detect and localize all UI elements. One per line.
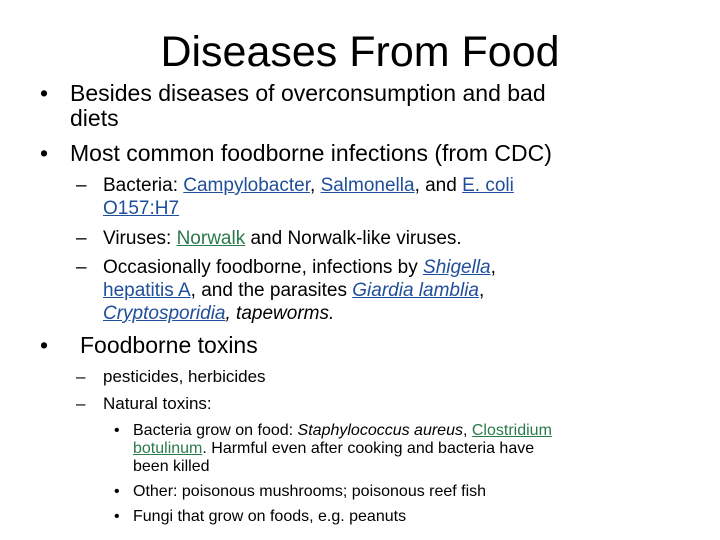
link-campylobacter[interactable]: Campylobacter xyxy=(183,175,310,196)
bullet-mark: • xyxy=(40,140,49,166)
dash-mark: – xyxy=(76,228,87,249)
bullet-mark: • xyxy=(40,80,49,106)
dash-mark: – xyxy=(76,367,86,386)
sub-bacteria-grow-prefix: Bacteria grow on food: xyxy=(133,422,298,439)
sub-occasionally-prefix: Occasionally foodborne, infections by xyxy=(103,257,424,278)
bullet-mark: • xyxy=(114,422,120,439)
sub-bacteria-grow-line3: been killed xyxy=(133,458,210,475)
slide-title: Diseases From Food xyxy=(160,28,560,76)
sub-bacteria-prefix: Bacteria: xyxy=(103,175,184,196)
sub-bacteria-line2 xyxy=(103,199,179,218)
sub-fungi: Fungi that grow on foods, e.g. peanuts xyxy=(133,508,407,525)
link-e-coli[interactable]: E. coli xyxy=(462,175,514,196)
staphylococcus-text: Staphylococcus aureus xyxy=(297,422,463,439)
sub-natural-toxins: Natural toxins: xyxy=(103,394,212,413)
link-cryptosporidia[interactable]: Cryptosporidia xyxy=(103,303,226,324)
sub-viruses-prefix: Viruses: xyxy=(103,228,177,249)
sub-viruses xyxy=(103,229,462,248)
link-e-coli-strain[interactable]: O157:H7 xyxy=(103,198,180,219)
bullet-mark: • xyxy=(114,483,120,500)
bullet-besides-line2: diets xyxy=(70,105,119,131)
separator: , xyxy=(310,175,321,196)
sub-bacteria-grow-suffix: . Harmful even after cooking and bacteria have xyxy=(202,440,535,457)
bullet-common-infections: Most common foodborne infections (from CDC) xyxy=(70,140,552,166)
sub-occasionally-line2 xyxy=(103,281,484,300)
link-salmonella[interactable]: Salmonella xyxy=(320,175,415,196)
bullet-besides-line1: Besides diseases of overconsumption and bad xyxy=(70,80,546,106)
sub-occasionally-line1 xyxy=(103,258,496,277)
sub-bacteria-grow-line2 xyxy=(133,441,534,457)
link-clostridium[interactable]: Clostridium xyxy=(471,422,552,439)
link-hepatitis-a[interactable]: hepatitis A xyxy=(103,280,191,301)
sub-occasionally-suffix: , tapeworms. xyxy=(225,303,335,324)
link-norwalk[interactable]: Norwalk xyxy=(176,228,246,249)
sub-viruses-suffix: and Norwalk-like viruses. xyxy=(245,228,462,249)
dash-mark: – xyxy=(76,394,86,413)
sub-occasionally-mid: , and the parasites xyxy=(190,280,353,301)
sub-occasionally-line3 xyxy=(103,304,334,323)
dash-mark: – xyxy=(76,257,87,278)
sub-other-poisonous: Other: poisonous mushrooms; poisonous reef fish xyxy=(133,483,487,500)
separator: , xyxy=(462,422,472,439)
separator: , and xyxy=(414,175,463,196)
separator: , xyxy=(479,280,485,301)
sub-bacteria-grow-line1 xyxy=(133,423,552,439)
link-giardia-lamblia[interactable]: Giardia lamblia xyxy=(352,280,480,301)
bullet-foodborne-toxins: Foodborne toxins xyxy=(80,332,258,358)
bullet-mark: • xyxy=(40,332,49,358)
separator: , xyxy=(490,257,496,278)
sub-bacteria xyxy=(103,176,514,195)
sub-pesticides: pesticides, herbicides xyxy=(103,367,266,386)
dash-mark: – xyxy=(76,175,87,196)
bullet-mark: • xyxy=(114,508,120,525)
link-botulinum[interactable]: botulinum xyxy=(133,440,203,457)
link-shigella[interactable]: Shigella xyxy=(423,257,491,278)
